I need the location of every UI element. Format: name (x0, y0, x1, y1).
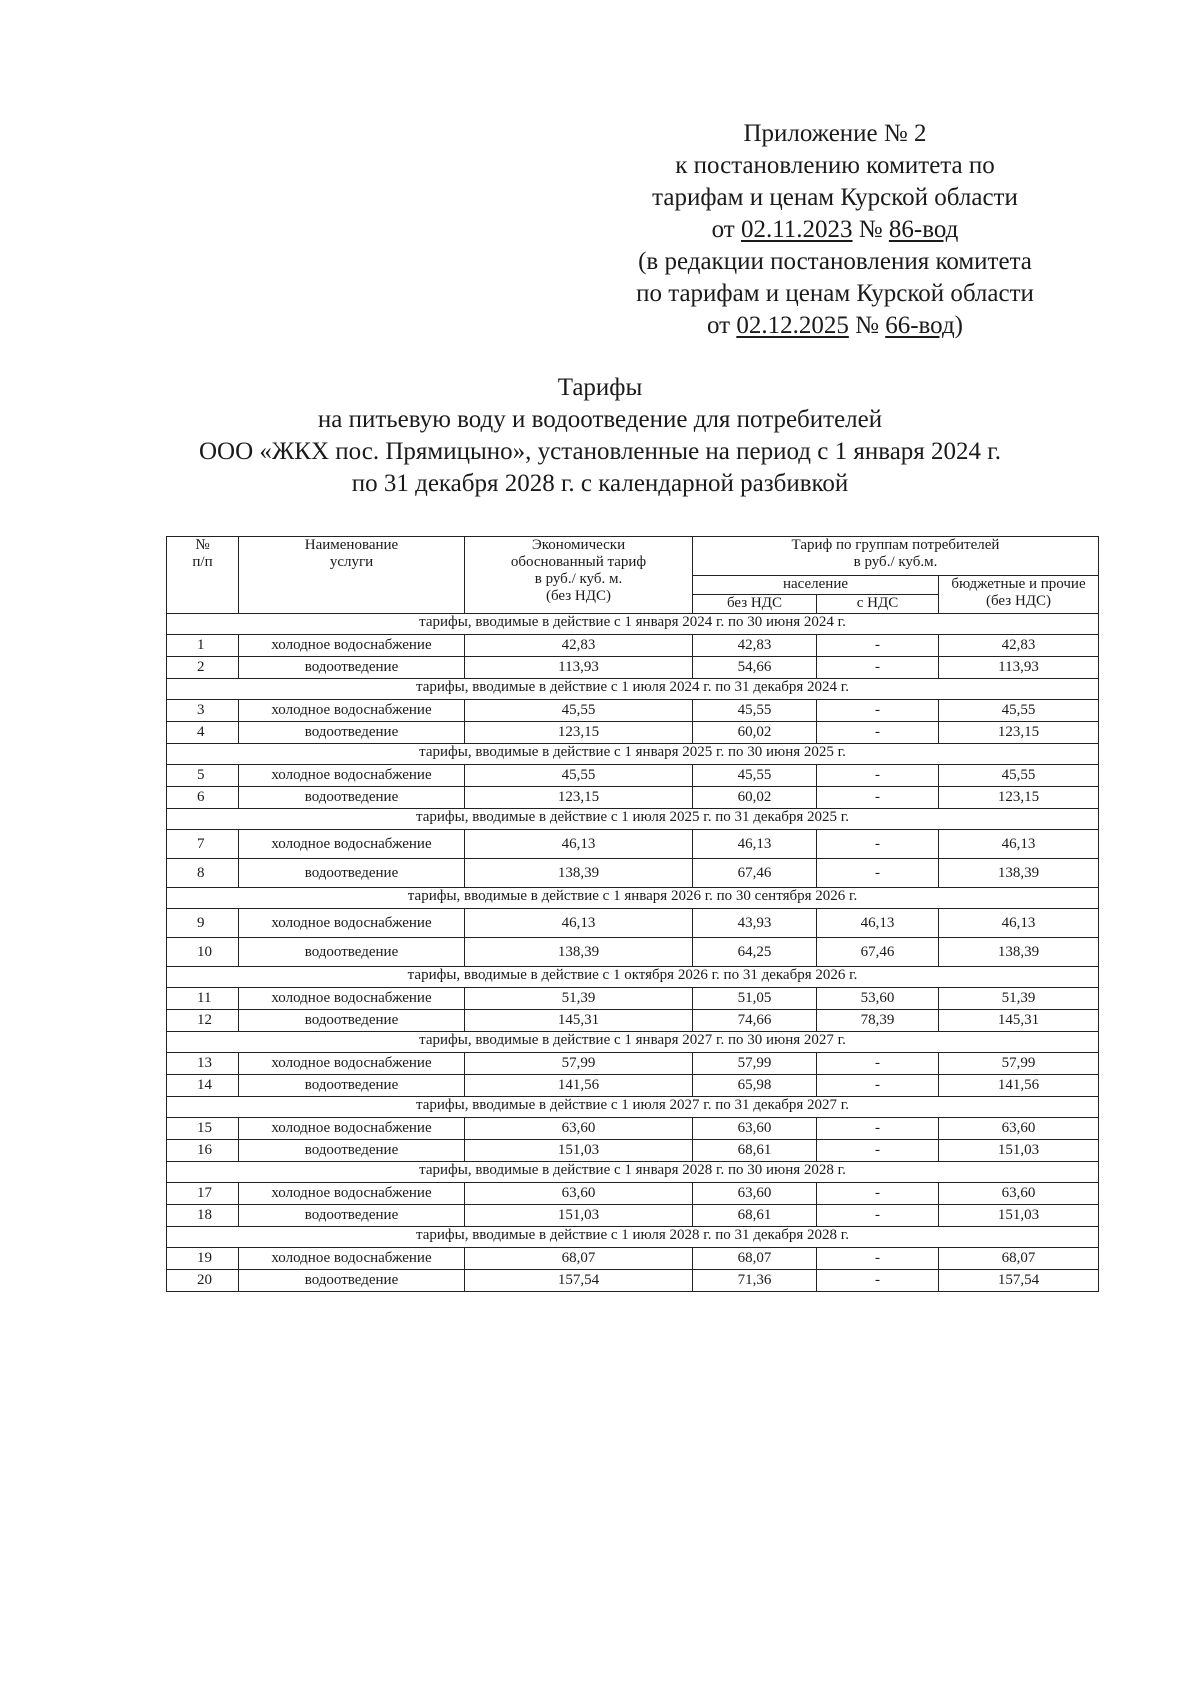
cell-service: холодное водоснабжение (239, 1248, 465, 1270)
cell-service: холодное водоснабжение (239, 909, 465, 938)
revision-date: 02.12.2025 (736, 312, 849, 339)
period-row (167, 1097, 1099, 1118)
header-population: население (693, 576, 939, 595)
table-row (167, 1118, 1099, 1140)
table-row (167, 938, 1099, 967)
cell-budget: 145,31 (939, 1010, 1099, 1032)
cell-budget: 46,13 (939, 830, 1099, 859)
cell-population-without-vat: 60,02 (693, 722, 817, 744)
cell-econ-tariff: 46,13 (465, 909, 693, 938)
cell-number: 5 (167, 765, 239, 787)
cell-population-with-vat: - (817, 1118, 939, 1140)
cell-population-with-vat: - (817, 1205, 939, 1227)
period-label: тарифы, вводимые в действие с 1 октября 2026 г. по 31 декабря 2026 г. (167, 967, 1099, 988)
cell-service: холодное водоснабжение (239, 635, 465, 657)
table-row (167, 722, 1099, 744)
tariff-table (166, 536, 1099, 1292)
cell-population-without-vat: 71,36 (693, 1270, 817, 1292)
cell-population-without-vat: 51,05 (693, 988, 817, 1010)
period-row (167, 1162, 1099, 1183)
cell-number: 8 (167, 859, 239, 888)
cell-budget: 123,15 (939, 722, 1099, 744)
cell-number: 10 (167, 938, 239, 967)
header-service-line1: Наименование (304, 537, 399, 553)
cell-number: 20 (167, 1270, 239, 1292)
period-row (167, 1227, 1099, 1248)
cell-number: 15 (167, 1118, 239, 1140)
period-label: тарифы, вводимые в действие с 1 июля 2028 г. по 31 декабря 2028 г. (167, 1227, 1099, 1248)
cell-number: 12 (167, 1010, 239, 1032)
cell-econ-tariff: 141,56 (465, 1075, 693, 1097)
tariff-body (167, 614, 1099, 1292)
cell-population-with-vat: - (817, 700, 939, 722)
table-row (167, 1140, 1099, 1162)
cell-number: 3 (167, 700, 239, 722)
cell-number: 17 (167, 1183, 239, 1205)
cell-population-without-vat: 45,55 (693, 700, 817, 722)
appendix-number-sign: № (852, 216, 889, 243)
cell-budget: 63,60 (939, 1118, 1099, 1140)
appendix-doc-number: 86-вод (888, 216, 959, 243)
table-row (167, 1053, 1099, 1075)
cell-service: холодное водоснабжение (239, 988, 465, 1010)
cell-service: холодное водоснабжение (239, 1118, 465, 1140)
cell-econ-tariff: 123,15 (465, 787, 693, 809)
header-budget (939, 576, 1099, 614)
cell-budget: 151,03 (939, 1140, 1099, 1162)
cell-econ-tariff: 57,99 (465, 1053, 693, 1075)
cell-number: 11 (167, 988, 239, 1010)
header-budget-line2: (без НДС) (986, 593, 1052, 609)
header-num (167, 537, 239, 614)
cell-population-without-vat: 60,02 (693, 787, 817, 809)
cell-population-without-vat: 68,61 (693, 1140, 817, 1162)
period-row (167, 888, 1099, 909)
cell-econ-tariff: 151,03 (465, 1205, 693, 1227)
document-title (100, 372, 1100, 500)
cell-service: водоотведение (239, 1205, 465, 1227)
cell-number: 4 (167, 722, 239, 744)
header-service-line2: услуги (329, 554, 374, 570)
cell-service: водоотведение (239, 787, 465, 809)
cell-population-with-vat: - (817, 765, 939, 787)
cell-econ-tariff: 145,31 (465, 1010, 693, 1032)
cell-population-without-vat: 63,60 (693, 1118, 817, 1140)
cell-econ-tariff: 51,39 (465, 988, 693, 1010)
table-row (167, 1248, 1099, 1270)
cell-population-with-vat: - (817, 787, 939, 809)
cell-number: 7 (167, 830, 239, 859)
cell-population-with-vat: - (817, 859, 939, 888)
cell-population-without-vat: 68,07 (693, 1248, 817, 1270)
cell-population-with-vat: - (817, 722, 939, 744)
cell-budget: 113,93 (939, 657, 1099, 679)
cell-service: холодное водоснабжение (239, 1053, 465, 1075)
header-service (239, 537, 465, 614)
appendix-line-revision-date (600, 310, 1070, 342)
cell-econ-tariff: 46,13 (465, 830, 693, 859)
cell-population-with-vat: - (817, 635, 939, 657)
appendix-date: 02.11.2023 (740, 216, 853, 243)
header-groups-line1: Тариф по группам потребителей (791, 537, 1000, 553)
cell-number: 18 (167, 1205, 239, 1227)
table-row (167, 700, 1099, 722)
period-row (167, 614, 1099, 635)
table-row (167, 1075, 1099, 1097)
table-row (167, 859, 1099, 888)
cell-econ-tariff: 138,39 (465, 938, 693, 967)
table-row (167, 787, 1099, 809)
period-row (167, 744, 1099, 765)
period-row (167, 809, 1099, 830)
period-row (167, 967, 1099, 988)
cell-econ-tariff: 157,54 (465, 1270, 693, 1292)
appendix-line-committee: тарифам и ценам Курской области (652, 184, 1018, 211)
cell-budget: 151,03 (939, 1205, 1099, 1227)
cell-econ-tariff: 123,15 (465, 722, 693, 744)
cell-econ-tariff: 113,93 (465, 657, 693, 679)
header-budget-line1: бюджетные и прочие (951, 576, 1086, 592)
cell-service: холодное водоснабжение (239, 765, 465, 787)
cell-number: 6 (167, 787, 239, 809)
cell-service: водоотведение (239, 657, 465, 679)
header-groups-line2: в руб./ куб.м. (853, 554, 938, 570)
table-row (167, 1270, 1099, 1292)
cell-econ-tariff: 138,39 (465, 859, 693, 888)
cell-budget: 57,99 (939, 1053, 1099, 1075)
cell-population-without-vat: 45,55 (693, 765, 817, 787)
cell-number: 2 (167, 657, 239, 679)
cell-budget: 157,54 (939, 1270, 1099, 1292)
cell-econ-tariff: 151,03 (465, 1140, 693, 1162)
table-row (167, 765, 1099, 787)
appendix-line-revision: (в редакции постановления комитета (638, 248, 1032, 275)
cell-number: 9 (167, 909, 239, 938)
cell-budget: 63,60 (939, 1183, 1099, 1205)
cell-service: холодное водоснабжение (239, 830, 465, 859)
period-label: тарифы, вводимые в действие с 1 июля 2027 г. по 31 декабря 2027 г. (167, 1097, 1099, 1118)
cell-budget: 45,55 (939, 700, 1099, 722)
cell-population-without-vat: 64,25 (693, 938, 817, 967)
cell-number: 19 (167, 1248, 239, 1270)
cell-budget: 141,56 (939, 1075, 1099, 1097)
header-econ-line4: (без НДС) (545, 588, 611, 604)
cell-population-with-vat: - (817, 1075, 939, 1097)
cell-econ-tariff: 63,60 (465, 1183, 693, 1205)
cell-number: 16 (167, 1140, 239, 1162)
table-row (167, 1183, 1099, 1205)
revision-doc-number: 66-вод (885, 312, 955, 339)
header-consumer-groups (693, 537, 1099, 576)
cell-population-with-vat: 53,60 (817, 988, 939, 1010)
cell-population-without-vat: 74,66 (693, 1010, 817, 1032)
header-without-vat: без НДС (693, 595, 817, 614)
cell-population-without-vat: 65,98 (693, 1075, 817, 1097)
cell-econ-tariff: 45,55 (465, 700, 693, 722)
revision-close-paren: ) (954, 312, 963, 339)
cell-population-with-vat: - (817, 1270, 939, 1292)
cell-budget: 138,39 (939, 938, 1099, 967)
cell-population-without-vat: 57,99 (693, 1053, 817, 1075)
cell-budget: 123,15 (939, 787, 1099, 809)
cell-service: водоотведение (239, 1270, 465, 1292)
appendix-block (600, 118, 1070, 342)
cell-service: водоотведение (239, 1140, 465, 1162)
header-with-vat: с НДС (817, 595, 939, 614)
cell-population-without-vat: 54,66 (693, 657, 817, 679)
cell-budget: 68,07 (939, 1248, 1099, 1270)
cell-budget: 45,55 (939, 765, 1099, 787)
table-row (167, 635, 1099, 657)
period-label: тарифы, вводимые в действие с 1 января 2025 г. по 30 июня 2025 г. (167, 744, 1099, 765)
cell-number: 13 (167, 1053, 239, 1075)
table-row (167, 830, 1099, 859)
header-econ-line1: Экономически (531, 537, 626, 553)
cell-population-with-vat: - (817, 1053, 939, 1075)
cell-econ-tariff: 45,55 (465, 765, 693, 787)
appendix-line-date (600, 214, 1070, 246)
period-label: тарифы, вводимые в действие с 1 января 2024 г. по 30 июня 2024 г. (167, 614, 1099, 635)
cell-number: 1 (167, 635, 239, 657)
table-row (167, 1205, 1099, 1227)
table-row (167, 657, 1099, 679)
header-row-1 (167, 537, 1099, 576)
cell-population-with-vat: 78,39 (817, 1010, 939, 1032)
cell-budget: 46,13 (939, 909, 1099, 938)
title-company-period: ООО «ЖКХ пос. Прямицыно», установленные на период с 1 января 2024 г. (198, 438, 1001, 465)
appendix-number: Приложение № 2 (743, 120, 927, 147)
revision-number-sign: № (848, 312, 886, 339)
period-row (167, 1032, 1099, 1053)
table-row (167, 909, 1099, 938)
cell-number: 14 (167, 1075, 239, 1097)
revision-date-prefix: от (706, 312, 737, 339)
cell-service: водоотведение (239, 1010, 465, 1032)
cell-population-with-vat: - (817, 1248, 939, 1270)
cell-population-with-vat: - (817, 830, 939, 859)
cell-population-with-vat: 67,46 (817, 938, 939, 967)
cell-population-without-vat: 43,93 (693, 909, 817, 938)
cell-population-without-vat: 68,61 (693, 1205, 817, 1227)
header-econ-line2: обоснованный тариф (510, 554, 647, 570)
cell-budget: 42,83 (939, 635, 1099, 657)
cell-population-without-vat: 67,46 (693, 859, 817, 888)
table-row (167, 988, 1099, 1010)
cell-service: водоотведение (239, 859, 465, 888)
table-row (167, 1010, 1099, 1032)
appendix-line-resolution: к постановлению комитета по (675, 152, 995, 179)
header-econ-line3: в руб./ куб. м. (534, 571, 623, 587)
title-subject: на питьевую воду и водоотведение для потребителей (317, 406, 883, 433)
period-label: тарифы, вводимые в действие с 1 января 2027 г. по 30 июня 2027 г. (167, 1032, 1099, 1053)
cell-budget: 51,39 (939, 988, 1099, 1010)
cell-service: холодное водоснабжение (239, 700, 465, 722)
period-row (167, 679, 1099, 700)
cell-population-with-vat: 46,13 (817, 909, 939, 938)
cell-service: водоотведение (239, 938, 465, 967)
cell-econ-tariff: 42,83 (465, 635, 693, 657)
title-period-end: по 31 декабря 2028 г. с календарной разбивкой (351, 470, 849, 497)
cell-budget: 138,39 (939, 859, 1099, 888)
header-econ-tariff (465, 537, 693, 614)
cell-population-with-vat: - (817, 1183, 939, 1205)
cell-econ-tariff: 63,60 (465, 1118, 693, 1140)
period-label: тарифы, вводимые в действие с 1 января 2028 г. по 30 июня 2028 г. (167, 1162, 1099, 1183)
title-main: Тарифы (557, 374, 643, 401)
cell-population-without-vat: 42,83 (693, 635, 817, 657)
appendix-line-revision-committee: по тарифам и ценам Курской области (636, 280, 1034, 307)
cell-econ-tariff: 68,07 (465, 1248, 693, 1270)
header-num-line1: № (195, 537, 210, 553)
period-label: тарифы, вводимые в действие с 1 января 2026 г. по 30 сентября 2026 г. (167, 888, 1099, 909)
cell-population-without-vat: 46,13 (693, 830, 817, 859)
cell-population-without-vat: 63,60 (693, 1183, 817, 1205)
appendix-date-prefix: от (711, 216, 741, 243)
cell-population-with-vat: - (817, 657, 939, 679)
period-label: тарифы, вводимые в действие с 1 июля 2024 г. по 31 декабря 2024 г. (167, 679, 1099, 700)
period-label: тарифы, вводимые в действие с 1 июля 2025 г. по 31 декабря 2025 г. (167, 809, 1099, 830)
header-num-line2: п/п (192, 554, 213, 570)
cell-service: холодное водоснабжение (239, 1183, 465, 1205)
cell-population-with-vat: - (817, 1140, 939, 1162)
cell-service: водоотведение (239, 1075, 465, 1097)
cell-service: водоотведение (239, 722, 465, 744)
